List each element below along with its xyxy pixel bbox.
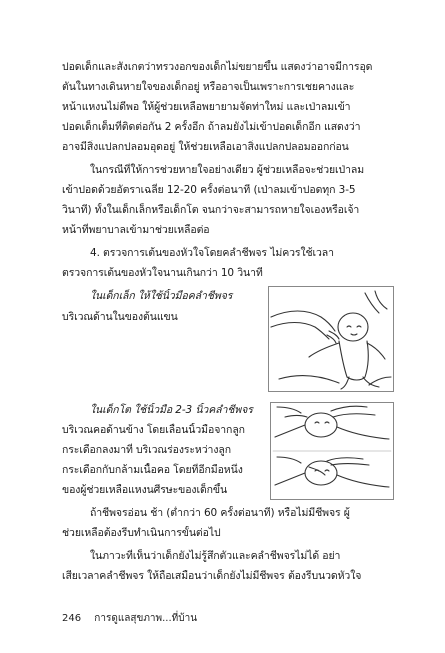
text-line: เข้าปอดด้วยอัตราเฉลี่ย 12-20 ครั้งต่อนาที (เป่าลมเข้าปอดทุก 3-5 xyxy=(62,184,356,196)
text-line: เสียเวลาคลำชีพจร ให้ถือเสมือนว่าเด็กยังไม่มีชีพจร ต้องรีบนวดหัวใจ xyxy=(62,570,362,582)
page-footer xyxy=(62,611,207,626)
text-line: ตันในทางเดินหายใจของเด็กอยู่ หรืออาจเป็นเพราะการเชยคางและ xyxy=(62,81,355,93)
text-line: อาจมีสิ่งแปลกปลอมอุดอยู่ ให้ช่วยเหลือเอาสิ่งแปลกปลอมออกก่อน xyxy=(62,141,349,153)
text-line: หน้าแหงนไม่ดีพอ ให้ผู้ช่วยเหลือพยายามจัดท่าใหม่ และเป่าลมเข้า xyxy=(62,101,351,113)
text-line: ในเด็กเล็ก ให้ใช้นิ้วมือคลำชีพจร xyxy=(90,290,233,302)
text-line: ปอดเด็กและสังเกตว่าทรวงอกของเด็กไม่ขยายขึ้น แสดงว่าอาจมีการอุด xyxy=(62,61,373,73)
book-title: การดูแลสุขภาพ...ที่บ้าน xyxy=(94,613,198,624)
text-line: บริเวณด้านในของต้นแขน xyxy=(62,311,178,323)
infant-pulse-figure xyxy=(269,287,393,391)
text-line: ตรวจการเต้นของหัวใจนานเกินกว่า 10 วินาที xyxy=(62,267,263,279)
text-line: ในภาวะที่เห็นว่าเด็กยังไม่รู้สึกตัวและคลำชีพจรไม่ได้ อย่า xyxy=(90,550,341,562)
text-line: หน้าที่พยาบาลเข้ามาช่วยเหลือต่อ xyxy=(62,224,210,236)
text-line: ในกรณีที่ให้การช่วยหายใจอย่างเดียว ผู้ช่วยเหลือจะช่วยเป่าลม xyxy=(90,164,365,176)
child-carotid-figure xyxy=(271,403,393,499)
page-number: 246 xyxy=(62,613,82,624)
infant-pulse-illustration xyxy=(268,286,394,392)
text-line: 4. ตรวจการเต้นของหัวใจโดยคลำชีพจร ไม่ควรใช้เวลา xyxy=(90,247,334,259)
text-line: กระเดือกลงมาที่ บริเวณร่องระหว่างลูก xyxy=(62,444,231,456)
text-line: วินาที) ทั้งในเด็กเล็กหรือเด็กโต จนกว่าจะสามารถหายใจเองหรือเจ้า xyxy=(62,204,360,216)
text-line: ปอดเด็กเต็มที่ติดต่อกัน 2 ครั้งอีก ถ้าลมยังไม่เข้าปอดเด็กอีก แสดงว่า xyxy=(62,121,361,133)
text-line: ของผู้ช่วยเหลือแหงนศีรษะของเด็กขึ้น xyxy=(62,484,228,496)
child-carotid-pulse-illustration xyxy=(270,402,394,500)
text-line: กระเดือกกับกล้ามเนื้อคอ โดยที่อีกมือหนึ่ง xyxy=(62,464,243,476)
text-line: บริเวณคอด้านข้าง โดยเลื่อนนิ้วมือจากลูก xyxy=(62,424,245,436)
text-line: ในเด็กโต ใช้นิ้วมือ 2-3 นิ้วคลำชีพจร xyxy=(90,404,253,416)
text-line: ถ้าชีพจรอ่อน ช้า (ต่ำกว่า 60 ครั้งต่อนาที) หรือไม่มีชีพจร ผู้ xyxy=(90,507,350,519)
text-line: ช่วยเหลือต้องรีบทำเนินการขั้นต่อไป xyxy=(62,527,221,539)
